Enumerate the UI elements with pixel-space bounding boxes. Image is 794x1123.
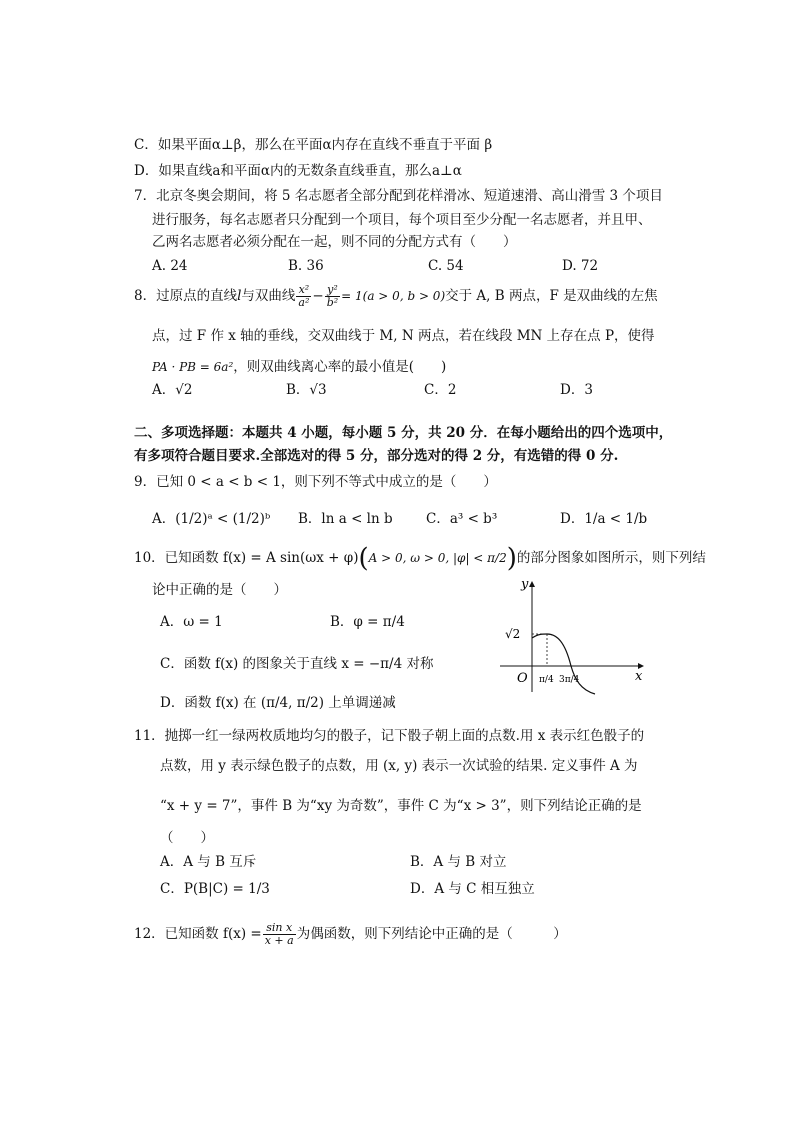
q10-stem-prefix: 10．已知函数 f(x) = A sin(ωx + φ)	[134, 550, 359, 566]
q10-y-label: y	[521, 577, 529, 592]
q10-origin-label: O	[517, 671, 528, 686]
q9-stem: 9．已知 0 < a < b < 1，则下列不等式中成立的是（ ）	[134, 474, 497, 490]
q9-option-c: C．a³ < b³	[426, 511, 498, 527]
q9-option-a: A．(1/2)ᵃ < (1/2)ᵇ	[152, 511, 271, 527]
q7-option-a: A. 24	[152, 258, 188, 274]
q11-option-a: A．A 与 B 互斥	[160, 854, 257, 870]
q8-prefix: 8．过原点的直线	[134, 288, 238, 304]
section2-heading-line1: 二、多项选择题：本题共 4 小题，每小题 5 分，共 20 分．在每小题给出的四个选项中，	[134, 425, 673, 441]
q7-option-b: B. 36	[288, 258, 324, 274]
q12-frac-num: sin x	[263, 922, 296, 935]
q8-option-d: D．3	[560, 382, 593, 398]
q10-option-d: D．函数 f(x) 在 (π/4, π/2) 上单调递减	[160, 695, 396, 711]
q8-stem-line3	[152, 358, 446, 376]
q10-stem-line1	[134, 543, 706, 574]
q10-function-graph	[495, 572, 655, 696]
q8-frac-x-num: x²	[296, 284, 311, 297]
q7-option-c: C. 54	[428, 258, 464, 274]
q7-stem-line2: 进行服务，每名志愿者只分配到一个项目，每个项目至少分配一名志愿者，并且甲、	[152, 212, 652, 228]
q9-option-b: B．ln a < ln b	[298, 511, 393, 527]
q8-minus: −	[312, 288, 324, 304]
q8-line-l: l	[237, 288, 242, 304]
q10-x-tick1-label: π/4	[539, 675, 554, 685]
q8-frac-y-den: b²	[326, 296, 339, 309]
q11-option-c: C．P(B|C) = 1/3	[160, 881, 270, 897]
q10-sine-curve	[532, 634, 595, 694]
q8-dot-product: PA · PB = 6a²	[152, 360, 234, 374]
q12-frac-den: x + a	[264, 934, 294, 947]
q7-option-d: D. 72	[562, 258, 599, 274]
q12-post: 为偶函数，则下列结论中正确的是（ ）	[296, 926, 567, 942]
q8-option-a: A．√2	[152, 382, 193, 398]
q8-stem-line2: 点，过 F 作 x 轴的垂线，交双曲线于 M, N 两点，若在线段 MN 上存在点 P，使得	[152, 328, 655, 344]
q7-stem-line1: 7．北京冬奥会期间，将 5 名志愿者全部分配到花样滑冰、短道速滑、高山滑雪 3 个项目	[134, 188, 663, 204]
q11-option-d: D．A 与 C 相互独立	[410, 881, 535, 897]
q6-option-d: D．如果直线a和平面α内的无数条直线垂直，那么a⊥α	[134, 163, 462, 179]
q6-option-c: C．如果平面α⊥β，那么在平面α内存在直线不垂直于平面 β	[134, 137, 493, 153]
q10-x-tick2-label: 3π/4	[559, 675, 580, 685]
q8-post: 交于 A, B 两点，F 是双曲线的左焦	[445, 288, 658, 304]
q10-option-c: C．函数 f(x) 的图象关于直线 x = −π/4 对称	[160, 656, 434, 672]
q8-frac-y-num: y²	[325, 284, 340, 297]
q10-y-tick-label: √2	[505, 627, 521, 641]
q11-stem-line2: 点数，用 y 表示绿色骰子的点数，用 (x, y) 表示一次试验的结果. 定义事件 A 为	[160, 758, 638, 774]
q10-stem-post: 的部分图象如图所示，则下列结	[516, 550, 706, 566]
q11-stem-line1: 11．抛掷一红一绿两枚质地均匀的骰子，记下骰子朝上面的点数.用 x 表示红色骰子的	[134, 728, 645, 744]
q8-stem-line1	[134, 284, 658, 309]
q10-stem-line2: 论中正确的是（ ）	[152, 582, 287, 598]
q10-x-label: x	[635, 669, 643, 684]
q10-option-b: B．φ = π/4	[330, 614, 405, 630]
q10-option-a: A．ω = 1	[160, 614, 223, 630]
q11-stem-line4: （ ）	[160, 830, 214, 846]
q8-frac-x-den: a²	[298, 296, 310, 309]
q8-option-c: C．2	[424, 382, 457, 398]
q8-frac-x	[296, 284, 311, 309]
q11-option-b: B．A 与 B 对立	[410, 854, 507, 870]
q10-paren-close: )	[506, 543, 517, 574]
section2-heading-line2: 有多项符合题目要求.全部选对的得 5 分，部分选对的得 2 分，有选错的得 0 分.	[134, 448, 619, 464]
q9-option-d: D．1/a < 1/b	[560, 511, 648, 527]
q10-paren-open: (	[358, 543, 369, 574]
q8-mid: 与双曲线	[241, 288, 296, 304]
q7-stem-line3: 乙两名志愿者必须分配在一起，则不同的分配方式有（ ）	[152, 234, 517, 250]
q8-condition: = 1(a > 0, b > 0)	[341, 289, 446, 303]
q8-frac-y	[325, 284, 340, 309]
q12-prefix: 12．已知函数 f(x) =	[134, 926, 262, 942]
q8-question: ，则双曲线离心率的最小值是( )	[233, 359, 447, 375]
q12-stem	[134, 922, 567, 947]
q11-stem-line3: “x + y = 7”，事件 B 为“xy 为奇数”，事件 C 为“x > 3”，则下列结论正确的是	[160, 798, 642, 814]
q10-condition: A > 0, ω > 0, |φ| < π/2	[368, 551, 507, 565]
q12-frac	[263, 922, 296, 947]
q8-option-b: B．√3	[286, 382, 327, 398]
